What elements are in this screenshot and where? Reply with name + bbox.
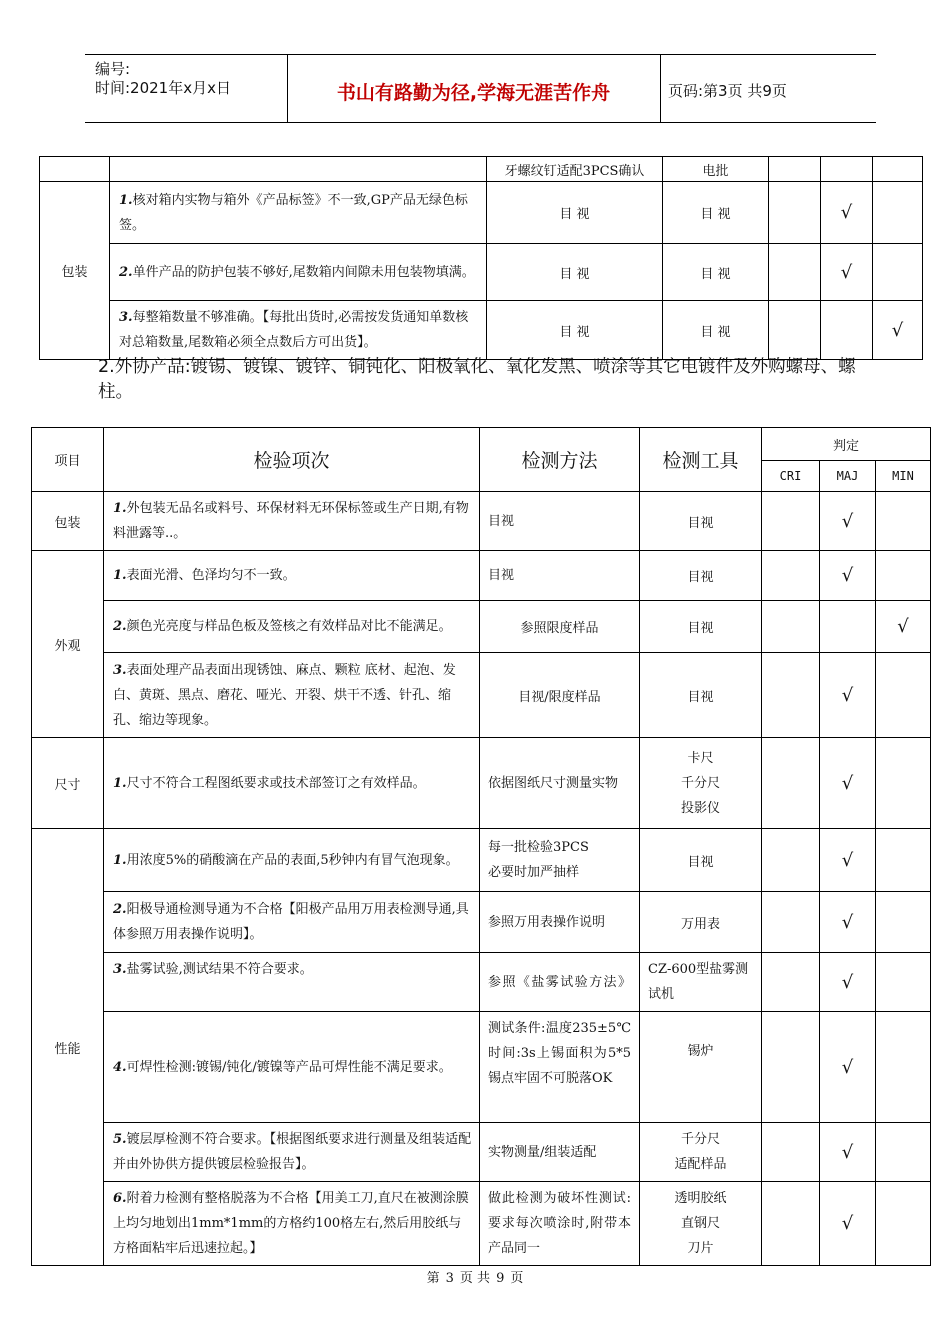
- check-item-cell: [110, 182, 487, 244]
- tool-projector: 投影仪: [680, 800, 720, 816]
- maj-check-mark: √: [820, 653, 876, 738]
- check-item-cell: [104, 653, 480, 738]
- footer-total-pages: 9: [496, 1271, 505, 1286]
- header-judgement: 判定: [762, 428, 931, 461]
- tool-cell: [640, 1182, 762, 1266]
- maj-check-mark: √: [820, 492, 876, 551]
- header-bottom-rule: [85, 122, 876, 123]
- category-cell: 包装: [32, 492, 104, 551]
- tool-cell: 万用表: [640, 892, 762, 953]
- tool-blade: 刀片: [687, 1241, 714, 1256]
- method-cell: 依据图纸尺寸测量实物: [480, 738, 640, 829]
- table-row: [32, 492, 931, 551]
- document-time-label: 时间:2021年x月x日: [95, 79, 231, 97]
- header-maj: MAJ: [820, 461, 876, 492]
- maj-check-mark: √: [820, 829, 876, 892]
- maj-check-mark: √: [821, 244, 873, 301]
- check-item-cell: [110, 244, 487, 301]
- tool-cell: 电批: [663, 157, 769, 182]
- item-text: 附着力检测有整格脱落为不合格【用美工刀,直尺在被测涂膜上均匀地划出1mm*1mm的方格约100格左右,然后用胶纸与方格面粘牢后迅速拉起。】: [113, 1191, 469, 1256]
- item-number: 2.: [119, 264, 133, 280]
- packaging-inspection-table-continued: [39, 156, 923, 360]
- header-page-label: 页码:第3页 共9页: [668, 82, 787, 100]
- check-item-cell: [104, 551, 480, 601]
- maj-check-mark: √: [820, 1123, 876, 1182]
- tool-tape: 透明胶纸: [674, 1191, 727, 1206]
- item-number: 1.: [113, 501, 127, 516]
- maj-check-mark: √: [820, 953, 876, 1012]
- header-method: 检测方法: [480, 428, 640, 492]
- method-cell: 参照《盐雾试验方法》: [480, 953, 640, 1012]
- method-cell: [480, 829, 640, 892]
- item-number: 4.: [113, 1059, 127, 1075]
- footer-prefix: 第: [426, 1271, 440, 1286]
- header-check-item: 检验项次: [104, 428, 480, 492]
- table-row: [40, 182, 923, 244]
- min-check-mark: √: [873, 301, 923, 360]
- header-top-rule: [85, 54, 876, 55]
- item-text: 颜色光亮度与样品色板及签核之有效样品对比不能满足。: [126, 619, 452, 634]
- outsourced-products-inspection-table: [31, 427, 931, 1266]
- check-item-cell: [104, 1182, 480, 1266]
- header-min: MIN: [876, 461, 931, 492]
- tool-cell: 目视: [640, 492, 762, 551]
- footer-mid: 页 共: [459, 1271, 491, 1286]
- tool-micrometer: 千分尺: [680, 775, 720, 791]
- method-cell: 参照万用表操作说明: [480, 892, 640, 953]
- check-item-cell: [104, 1012, 480, 1123]
- item-text: 镀层厚检测不符合要求。【根据图纸要求进行测量及组装适配并由外协供方提供镀层检验报告】。: [113, 1132, 472, 1172]
- table-row: [40, 301, 923, 360]
- item-text: 可焊性检测:镀锡/钝化/镀镍等产品可焊性能不满足要求。: [126, 1059, 452, 1075]
- table-row: [32, 1182, 931, 1266]
- check-item-cell: [104, 492, 480, 551]
- item-number: 3.: [113, 962, 127, 977]
- maj-check-mark: √: [820, 551, 876, 601]
- item-text: 外包装无品名或料号、环保材料无环保标签或生产日期,有物料泄露等..。: [113, 501, 469, 541]
- tool-fit-sample: 适配样品: [674, 1157, 727, 1172]
- check-item-cell: [104, 601, 480, 653]
- header-tool: 检测工具: [640, 428, 762, 492]
- method-cell: 参照限度样品: [480, 601, 640, 653]
- tool-cell: 目 视: [663, 182, 769, 244]
- check-item-cell: [104, 1123, 480, 1182]
- item-text: 阳极导通检测导通为不合格【阳极产品用万用表检测导通,具体参照万用表操作说明】。: [113, 902, 469, 942]
- table-row: [32, 892, 931, 953]
- section-title: 2.外协产品:镀锡、镀镍、镀锌、铜钝化、阳极氧化、氧化发黑、喷涂等其它电镀件及外购螺母、螺柱。: [98, 357, 856, 402]
- header-divider: [660, 54, 661, 122]
- category-cell: 性能: [32, 829, 104, 1266]
- method-cell: 目 视: [487, 301, 663, 360]
- tool-cell: 目视: [640, 829, 762, 892]
- item-number: 1.: [119, 192, 133, 208]
- page-footer: [0, 1267, 950, 1286]
- tool-cell: [640, 1123, 762, 1182]
- table-row: [32, 653, 931, 738]
- header-item: 项目: [32, 428, 104, 492]
- tool-cell: 目视: [640, 551, 762, 601]
- method-cell: 目视/限度样品: [480, 653, 640, 738]
- header-cri: CRI: [762, 461, 820, 492]
- tool-ruler: 直钢尺: [680, 1216, 720, 1231]
- item-text: 每整箱数量不够准确。【每批出货时,必需按发货通知单数核对总箱数量,尾数箱必须全点数后方可出货】。: [119, 310, 469, 350]
- item-text: 核对箱内实物与箱外《产品标签》不一致,GP产品无绿色标签。: [119, 192, 468, 233]
- method-cell: 测试条件:温度235±5℃时间:3s上锡面积为5*5锡点牢固不可脱落OK: [480, 1012, 640, 1123]
- maj-check-mark: √: [820, 1182, 876, 1266]
- method-cell: 目视: [480, 492, 640, 551]
- maj-check-mark: √: [820, 1012, 876, 1123]
- category-cell: 尺寸: [32, 738, 104, 829]
- min-check-mark: √: [876, 601, 931, 653]
- table-row: [32, 1012, 931, 1123]
- method-cell: 目 视: [487, 182, 663, 244]
- item-number: 3.: [119, 310, 133, 325]
- item-number: 1.: [113, 568, 127, 583]
- table-row: [32, 1123, 931, 1182]
- maj-check-mark: √: [821, 182, 873, 244]
- table-row: [32, 738, 931, 829]
- tool-cell: 目视: [640, 601, 762, 653]
- method-cell: 目视: [480, 551, 640, 601]
- item-number: 1.: [113, 852, 127, 868]
- category-cell: 包装: [40, 182, 110, 360]
- method-line: 每一批检验3PCS: [488, 840, 589, 855]
- maj-check-mark: √: [820, 738, 876, 829]
- tool-cell: [640, 738, 762, 829]
- item-number: 3.: [113, 662, 127, 678]
- tool-cell: CZ-600型盐雾测试机: [640, 953, 762, 1012]
- item-text: 单件产品的防护包装不够好,尾数箱内间隙未用包装物填满。: [132, 264, 475, 280]
- maj-check-mark: √: [820, 892, 876, 953]
- tool-cell: 目视: [640, 653, 762, 738]
- method-cell: 实物测量/组装适配: [480, 1123, 640, 1182]
- check-item-cell: [110, 301, 487, 360]
- check-item-cell: [104, 953, 480, 1012]
- method-cell: 牙螺纹钉适配3PCS确认: [487, 157, 663, 182]
- method-line: 必要时加严抽样: [488, 865, 580, 880]
- check-item-cell: [104, 829, 480, 892]
- tool-caliper: 卡尺: [687, 750, 714, 766]
- table-row: [40, 244, 923, 301]
- item-text: 表面光滑、色泽均匀不一致。: [126, 568, 296, 583]
- table-row: [32, 601, 931, 653]
- check-item-cell: [104, 892, 480, 953]
- tool-cell: 目 视: [663, 244, 769, 301]
- header-motto: 书山有路勤为径,学海无涯苦作舟: [336, 82, 611, 104]
- item-text: 用浓度5%的硝酸滴在产品的表面,5秒钟内有冒气泡现象。: [126, 852, 459, 868]
- item-number: 2.: [113, 619, 127, 634]
- footer-suffix: 页: [510, 1271, 524, 1286]
- item-number: 6.: [113, 1191, 127, 1206]
- table-row: [32, 953, 931, 1012]
- item-text: 盐雾试验,测试结果不符合要求。: [126, 962, 313, 977]
- item-text: 表面处理产品表面出现锈蚀、麻点、颗粒 底材、起泡、发白、黄斑、黑点、磨花、哑光、开裂、烘干不透、针孔、缩孔、缩边等现象。: [113, 662, 456, 728]
- item-number: 1.: [113, 775, 127, 791]
- tool-cell: 锡炉: [640, 1012, 762, 1123]
- document-number-label: 编号:: [95, 60, 131, 78]
- method-cell: 做此检测为破坏性测试:要求每次喷涂时,附带本产品同一: [480, 1182, 640, 1266]
- table-row: [32, 829, 931, 892]
- item-text: 尺寸不符合工程图纸要求或技术部签订之有效样品。: [126, 775, 426, 791]
- item-number: 5.: [113, 1132, 127, 1147]
- check-item-cell: [104, 738, 480, 829]
- item-number: 2.: [113, 902, 127, 917]
- table-header-row: [32, 428, 931, 461]
- method-cell: 目 视: [487, 244, 663, 301]
- category-cell: 外观: [32, 551, 104, 738]
- footer-page-number: 3: [445, 1271, 454, 1286]
- tool-cell: 目 视: [663, 301, 769, 360]
- table-row: [32, 551, 931, 601]
- tool-micrometer: 千分尺: [680, 1132, 720, 1147]
- table-row: [40, 157, 923, 182]
